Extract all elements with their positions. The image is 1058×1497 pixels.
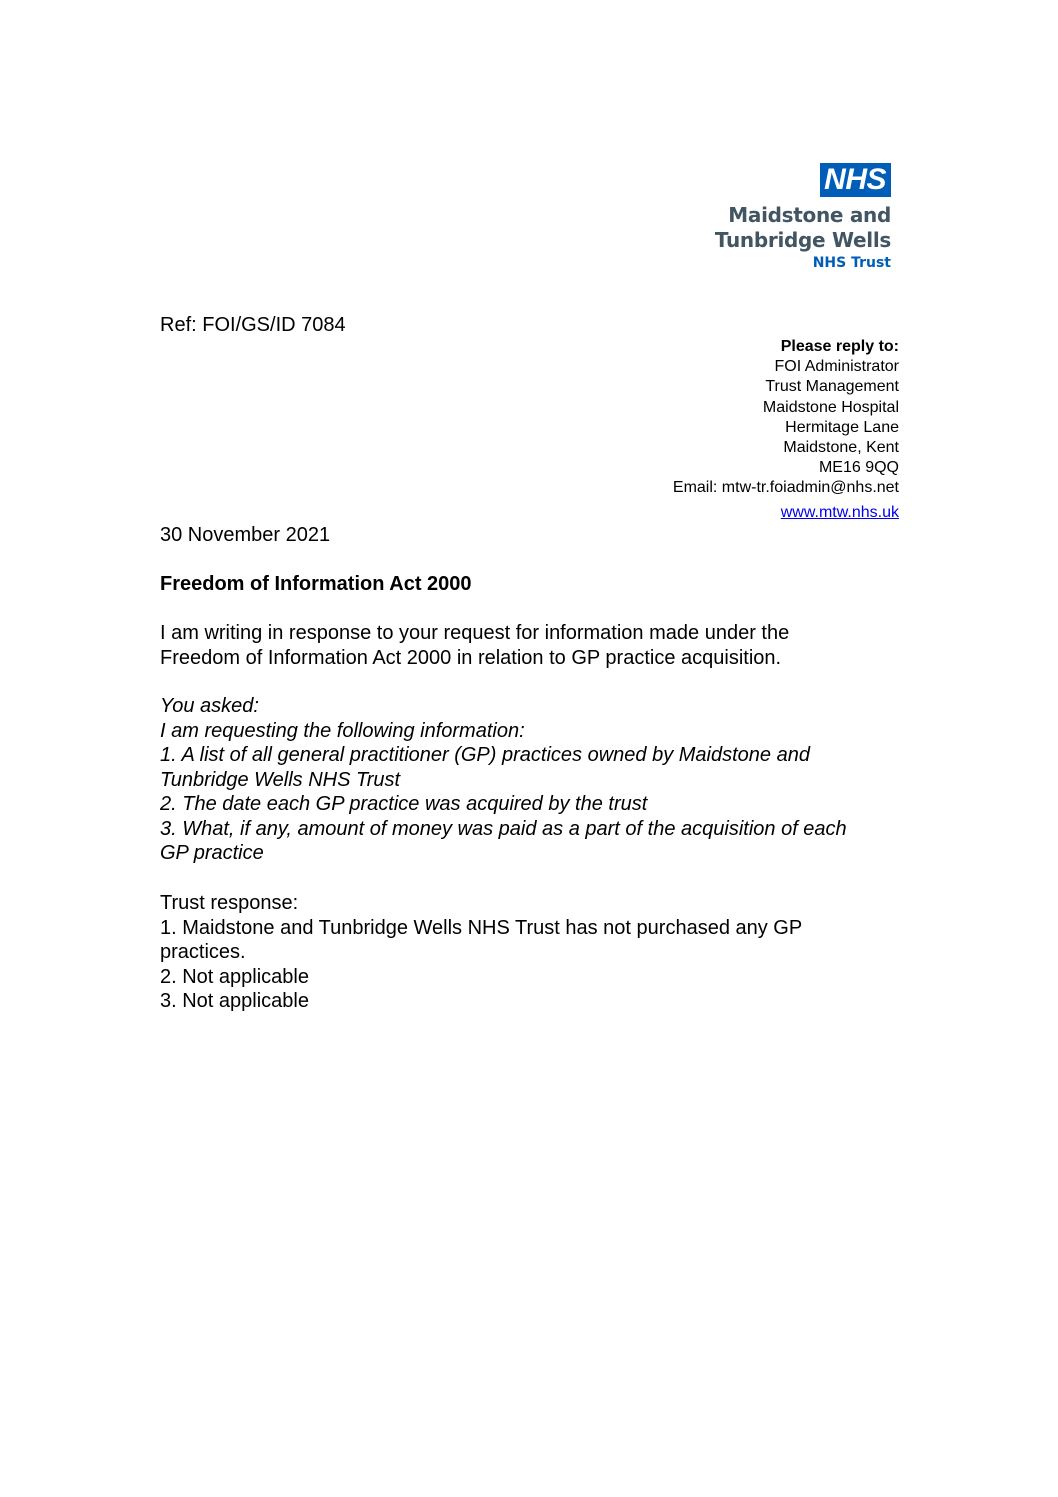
you-asked-line: You asked: xyxy=(160,695,259,717)
you-asked-line: I am requesting the following information: xyxy=(160,719,525,742)
address-line: FOI Administrator xyxy=(774,358,899,376)
response-line: 2. Not applicable xyxy=(160,965,309,988)
org-name xyxy=(611,203,891,253)
org-subtitle: NHS Trust xyxy=(812,255,891,271)
address-line: Hermitage Lane xyxy=(785,418,899,436)
you-asked-section xyxy=(160,694,920,866)
response-line: 3. Not applicable xyxy=(160,990,309,1012)
website-link[interactable]: www.mtw.nhs.uk xyxy=(780,503,899,521)
you-asked-line: 3. What, if any, amount of money was paid as a part of the acquisition of each xyxy=(160,817,847,840)
reply-to-heading: Please reply to: xyxy=(780,338,899,355)
nhs-badge: NHS xyxy=(820,163,891,197)
org-name-line-2: Tunbridge Wells xyxy=(714,228,891,252)
reply-to-address xyxy=(673,337,899,523)
address-line: Maidstone Hospital xyxy=(762,398,899,416)
you-asked-line: 2. The date each GP practice was acquired by the trust xyxy=(160,793,648,815)
response-line: Trust response: xyxy=(160,892,299,914)
intro-line: I am writing in response to your request for information made under the xyxy=(160,622,790,644)
letter-date: 30 November 2021 xyxy=(160,524,331,546)
trust-response-section xyxy=(160,891,920,1014)
address-line: Trust Management xyxy=(765,378,899,396)
intro-paragraph xyxy=(160,621,920,670)
email-line: Email: mtw-tr.foiadmin@nhs.net xyxy=(672,479,899,497)
you-asked-line: 1. A list of all general practitioner (GP) practices owned by Maidstone and xyxy=(160,744,810,766)
reference-number: Ref: FOI/GS/ID 7084 xyxy=(160,314,346,336)
intro-line: Freedom of Information Act 2000 in relation to GP practice acquisition. xyxy=(160,646,782,669)
website-line xyxy=(673,503,899,523)
you-asked-line: GP practice xyxy=(160,842,264,864)
response-line: 1. Maidstone and Tunbridge Wells NHS Trust has not purchased any GP xyxy=(160,916,803,939)
nhs-trust-logo xyxy=(611,163,891,272)
you-asked-line: Tunbridge Wells NHS Trust xyxy=(160,768,401,791)
address-line: Maidstone, Kent xyxy=(783,439,899,457)
org-name-line-1: Maidstone and xyxy=(728,203,891,227)
response-line: practices. xyxy=(160,941,246,963)
letter-title: Freedom of Information Act 2000 xyxy=(160,573,472,595)
address-line: ME16 9QQ xyxy=(818,459,899,477)
